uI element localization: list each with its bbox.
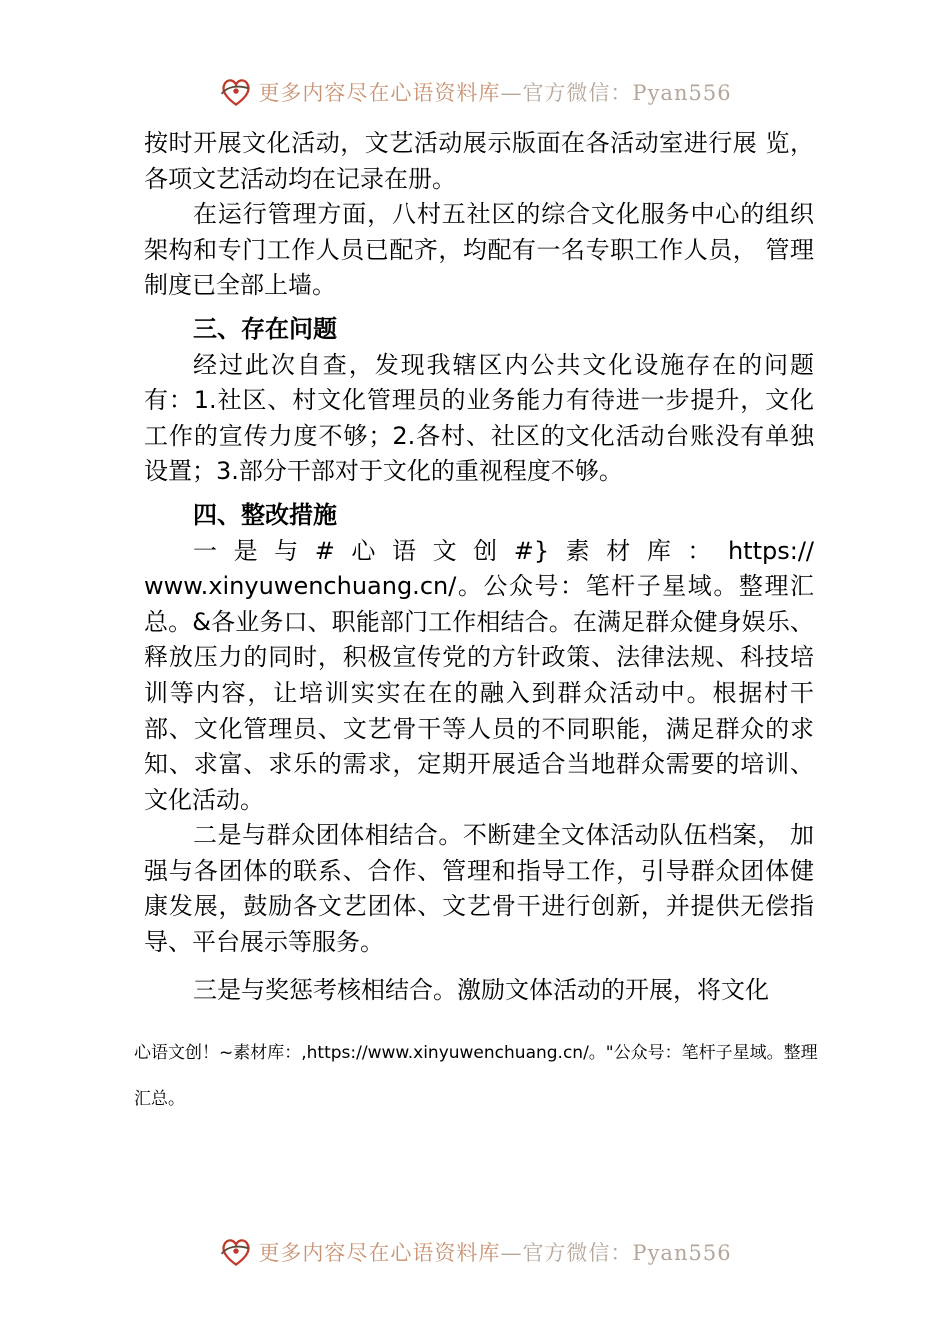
paragraph-5: 二是与群众团体相结合。不断建全文体活动队伍档案， 加强与各团体的联系、合作、管理和指导工作，引导群众团体健康发展，鼓励各文艺团体、文艺骨干进行创新，并提供无偿指导、平台展示等服务。 [144,821,814,957]
paragraph-2: 在运行管理方面，八村五社区的综合文化服务中心的组织架构和专门工作人员已配齐，均配有一名专职工作人员， 管理制度已全部上墙。 [144,200,814,300]
footer-banner [0,1232,950,1272]
banner-red-text: 更多内容尽在心语资料库 [258,1241,501,1265]
paragraph-3: 经过此次自查，发现我辖区内公共文化设施存在的问题有：1.社区、村文化管理员的业务能力有待进一步提升，文化工作的宣传力度不够；2.各村、社区的文化活动台账没有单独设置；3.部分干部对于文化的重视程度不够。 [144,350,814,486]
banner-gray-text: —官方微信：Pyan556 [500,1241,732,1265]
header-banner [0,72,950,112]
section-heading-3: 三、存在问题 [193,314,337,343]
banner-text [258,77,731,107]
paragraph-1: 按时开展文化活动，文艺活动展示版面在各活动室进行展 览，各项文艺活动均在记录在册。 [144,129,814,193]
section-heading-4: 四、整改措施 [193,500,337,529]
paragraph-4: 一是与#心语文创#}素材库：https:// www.xinyuwenchuang.cn/。公众号：笔杆子星域。整理汇总。&各业务口、职能部门工作相结合。在满足群众健身娱乐、释放压力的同时，积极宣传党的方针政策、法律法规、科技培训等内容，让培训实实在在的融入到群众活动中。根据村干部、文化管理员、文艺骨干等人员的不同职能，满足群众的求知、求富、求乐的需求，定期开展适合当地群众需要的培训、文化活动。 [144,536,814,814]
document-body [144,126,814,1008]
banner-text [258,1237,731,1267]
banner-red-text: 更多内容尽在心语资料库 [258,81,501,105]
banner-gray-text: —官方微信：Pyan556 [500,81,732,105]
paragraph-6: 三是与奖惩考核相结合。激励文体活动的开展，将文化 [193,975,769,1004]
footnote-text: 心语文创！~素材库：,https://www.xinyuwenchuang.cn/。"公众号：笔杆子星域。整理汇总。 [134,1043,818,1109]
heart-swirl-logo-icon [218,74,254,110]
heart-swirl-logo-icon [218,1234,254,1270]
